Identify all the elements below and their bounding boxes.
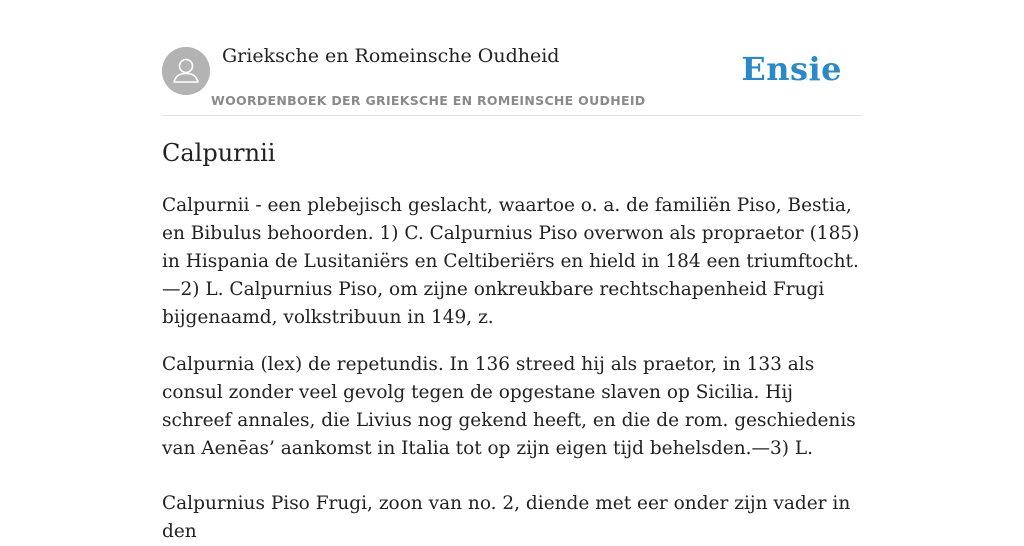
ensie-logo[interactable]: Ensie [741,50,842,88]
header [162,0,862,116]
entry-paragraph: Calpurnia (lex) de repetundis. In 136 streed hij als praetor, in 133 als consul zonder veel gevolg tegen de opgestane slaven op Sicilia. Hij schreef annales, die Livius nog gekend heeft, en die de rom. geschiedenis van Aenēas’ aankomst in Italia tot op zijn eigen tijd behelsden.—3) L. [162,354,856,459]
entry-paragraph: Calpurnius Piso Frugi, zoon van no. 2, diende met eer onder zijn vader in den [162,493,851,542]
collection-subtitle: WOORDENBOEK DER GRIEKSCHE EN ROMEINSCHE OUDHEID [211,93,646,108]
user-avatar-icon[interactable] [162,47,210,95]
collection-title[interactable]: Grieksche en Romeinsche Oudheid [222,45,560,67]
entry-paragraph: Calpurnii - een plebejisch geslacht, waartoe o. a. de familiën Piso, Bestia, en Bibulus behoorden. 1) C. Calpurnius Piso overwon als propraetor (185) in Hispania de Lusitaniërs en Celtiberiërs en hield in 184 een triumftocht.—2) L. Calpurnius Piso, om zijne onkreukbare rechtschapenheid Frugi bijgenaamd, volkstribuun in 149, z. [162,195,860,328]
entry-title: Calpurnii [162,139,276,167]
